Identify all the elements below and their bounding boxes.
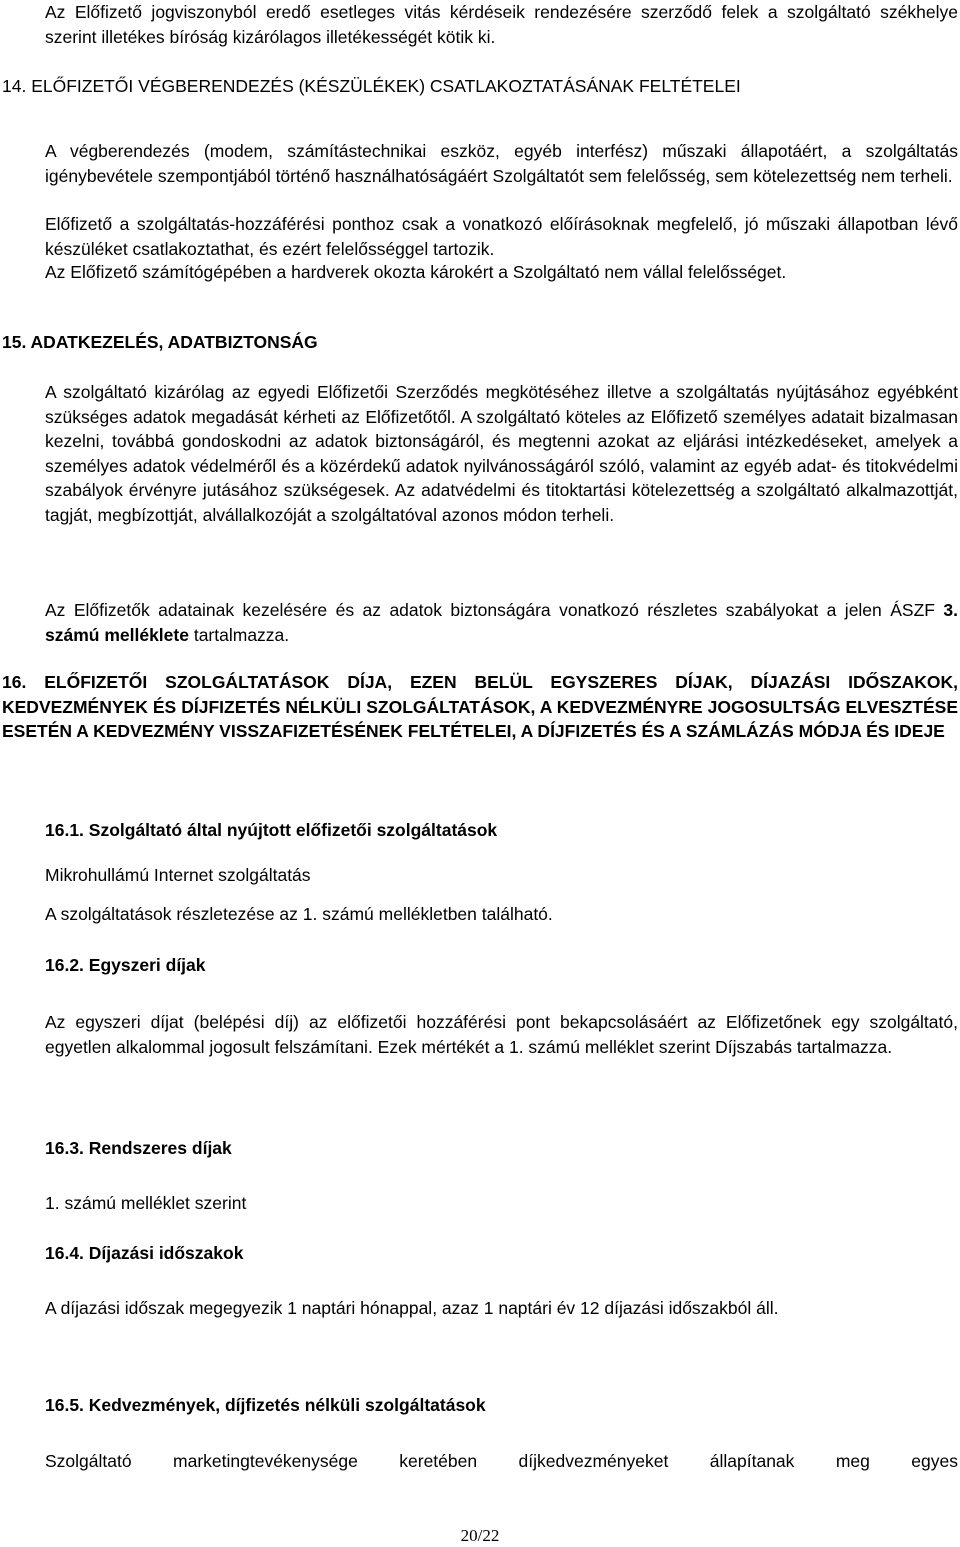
section-16-4-paragraph: A díjazási időszak megegyezik 1 naptári hónappal, azaz 1 naptári év 12 díjazási időszakból áll. xyxy=(45,1298,779,1318)
section-16-5-paragraph: Szolgáltató marketingtevékenysége keretében díjkedvezményeket állapítanak meg egyes xyxy=(45,1451,958,1471)
section-15-paragraph-2 xyxy=(45,598,958,647)
section-14-paragraph-2: Előfizető a szolgáltatás-hozzáférési ponthoz csak a vonatkozó előírásoknak megfelelő, jó műszaki állapotban lévő készüléket csatlakoztathat, és ezért felelősséggel tartozik. xyxy=(45,214,958,259)
section-14-paragraph-3: Az Előfizető számítógépében a hardverek okozta károkért a Szolgáltató nem vállal felelősséget. xyxy=(45,262,787,282)
section-16-3-heading: 16.3. Rendszeres díjak xyxy=(45,1138,232,1158)
intro-paragraph: Az Előfizető jogviszonyból eredő esetleges vitás kérdéseik rendezésére szerződő felek a szolgáltató székhelye szerint illetékes bíróság kizárólagos illetékességét kötik ki. xyxy=(45,2,958,47)
section-16-2-paragraph: Az egyszeri díjat (belépési díj) az előfizetői hozzáférési pont bekapcsolásáért az Előfizetőnek egy szolgáltató, egyetlen alkalommal jogosult felszámítani. Ezek mértékét a 1. számú melléklet szerint Díjszabás tartalmazza. xyxy=(45,1012,958,1057)
section-16-2-heading: 16.2. Egyszeri díjak xyxy=(45,955,206,975)
section-16-1-paragraph-1: Mikrohullámú Internet szolgáltatás xyxy=(45,865,311,885)
section-16-1-paragraph-2: A szolgáltatások részletezése az 1. számú mellékletben található. xyxy=(45,904,553,924)
annex-3-reference: 3. számú melléklete xyxy=(45,600,958,645)
section-16-heading: 16. ELŐFIZETŐI SZOLGÁLTATÁSOK DÍJA, EZEN BELÜL EGYSZERES DÍJAK, DÍJAZÁSI IDŐSZAKOK, KEDVEZMÉNYEK ÉS DÍJFIZETÉS NÉLKÜLI SZOLGÁLTATÁSOK, A KEDVEZMÉNYRE JOGOSULTSÁG ELVESZTÉSE ESETÉN A KEDVEZMÉNY VISSZAFIZETÉSÉNEK FELTÉTELEI, A DÍJFIZETÉS ÉS A SZÁMLÁZÁS MÓDJA ÉS IDEJE xyxy=(2,672,958,741)
section-16-1-heading: 16.1. Szolgáltató által nyújtott előfizetői szolgáltatások xyxy=(45,820,498,840)
page-number: 20/22 xyxy=(460,1526,500,1545)
section-15-heading: 15. ADATKEZELÉS, ADATBIZTONSÁG xyxy=(2,332,318,352)
section-16-4-heading: 16.4. Díjazási időszakok xyxy=(45,1243,244,1263)
section-14-paragraph-1: A végberendezés (modem, számítástechnikai eszköz, egyéb interfész) műszaki állapotáért, a szolgáltatás igénybevétele szempontjából történő használhatóságáért Szolgáltatót sem felelősség, sem kötelezettség nem terheli. xyxy=(45,141,958,186)
section-16-3-paragraph: 1. számú melléklet szerint xyxy=(45,1193,247,1213)
section-15-paragraph-1: A szolgáltató kizárólag az egyedi Előfizetői Szerződés megkötéséhez illetve a szolgáltatás nyújtásához egyébként szükséges adatok megadását kérheti az Előfizetőtől. A szolgáltató köteles az Előfizető személyes adatait bizalmasan kezelni, továbbá gondoskodni az adatok biztonságáról, és megtenni azokat az eljárási intézkedéseket, amelyek a személyes adatok védelméről és a közérdekű adatok nyilvánosságáról szóló, valamint az egyéb adat- és titokvédelmi szabályok érvényre jutásához szükségesek. Az adatvédelmi és titoktartási kötelezettség a szolgáltató alkalmazottját, tagját, megbízottját, alvállalkozóját a szolgáltatóval azonos módon terheli. xyxy=(45,382,958,525)
section-14-heading: 14. ELŐFIZETŐI VÉGBERENDEZÉS (KÉSZÜLÉKEK) CSATLAKOZTATÁSÁNAK FELTÉTELEI xyxy=(2,76,741,96)
section-15-paragraph-2-end: tartalmazza. xyxy=(188,624,290,645)
section-16-5-heading: 16.5. Kedvezmények, díjfizetés nélküli szolgáltatások xyxy=(45,1395,486,1415)
section-15-paragraph-2-text: Az Előfizetők adatainak kezelésére és az adatok biztonságára vonatkozó részletes szabályokat a jelen ÁSZF xyxy=(45,600,944,620)
